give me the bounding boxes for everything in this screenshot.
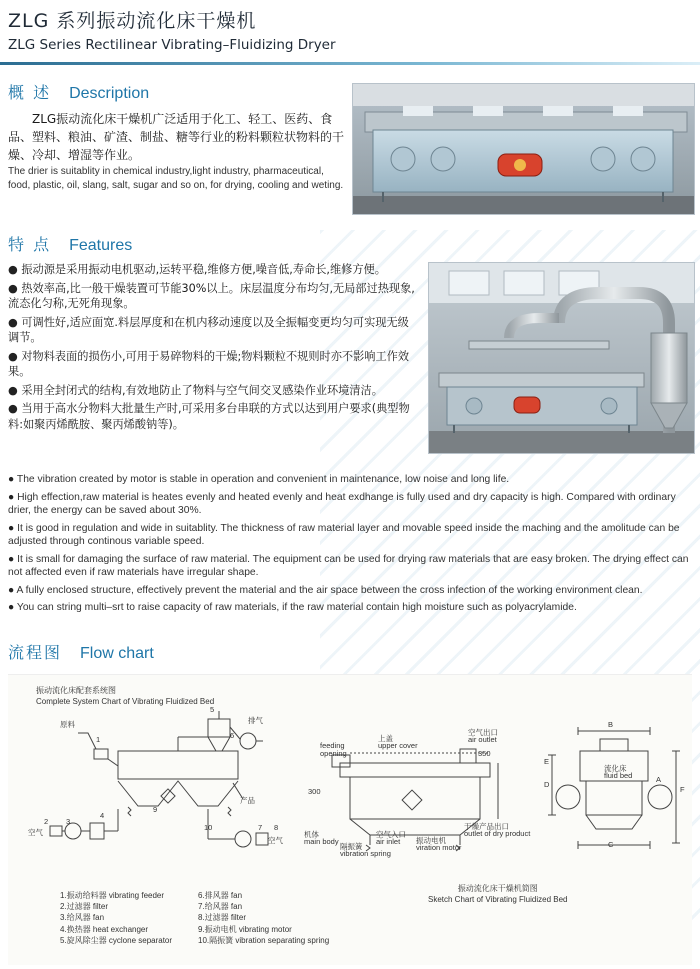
label-spring-en: vibration spring — [340, 849, 391, 858]
legend-item: 1.振动给料器 vibrating feeder — [60, 891, 165, 900]
sketch-diagram — [310, 745, 510, 855]
legend-item: 4.换热器 heat exchanger — [60, 924, 149, 934]
label-dim-350: 350 — [478, 749, 491, 758]
label-spring-cn: 隔振簧 — [340, 842, 363, 851]
label-number-9: 9 — [153, 805, 158, 814]
legend-item: 7.给风器 fan — [198, 902, 243, 912]
page-title-cn: ZLG 系列振动流化床干燥机 — [8, 10, 257, 32]
label-air-outlet-cn: 空气出口 — [468, 728, 498, 737]
description-text-cn: ZLG振动流化床干燥机广泛适用于化工、轻工、医药、食品、塑料、粮油、矿渣、制盐、糖等行业的粉料颗粒状物料的干燥、冷却、增湿等作业。 — [8, 112, 345, 162]
feature-item-cn: ● 可调性好,适应面宽.料层厚度和在机内移动速度以及全振幅变更均匀可实现无级调节。 — [8, 315, 418, 346]
label-upper-cover-cn: 上盖 — [378, 734, 393, 743]
title-divider — [0, 62, 700, 65]
features-list-en — [8, 473, 694, 619]
label-air-outlet-en: air outlet — [468, 735, 497, 744]
label-number-1: 1 — [96, 735, 101, 744]
label-feeding: feeding — [320, 741, 345, 750]
label-number-6: 6 — [230, 731, 235, 740]
label-dim-c: C — [608, 840, 614, 849]
label-upper-cover-en: upper cover — [378, 741, 418, 750]
feature-item-cn: ● 当用于高水分物料大批量生产时,可采用多台串联的方式以达到用户要求(典型物料:如聚丙烯酰胺、聚丙烯酸钠等)。 — [8, 401, 418, 432]
feature-item-cn: ● 对物料表面的损伤小,可用于易碎物料的干燥;物料颗粒不规则时亦不影响工作效果。 — [8, 349, 418, 380]
dryer-photo — [352, 83, 695, 215]
label-dim-d: D — [544, 780, 550, 789]
features-heading-cn: 特 点 — [8, 235, 52, 254]
label-main-body-cn: 机体 — [304, 830, 319, 839]
label-motor-en: viration motor — [416, 843, 462, 852]
feature-item-en: ● A fully enclosed structure, effectively prevent the material and the air space between the cross infection of the working environment clean. — [8, 584, 694, 598]
label-dim-a: A — [656, 775, 662, 784]
features-list-cn — [8, 262, 418, 435]
system-chart-title-en: Complete System Chart of Vibrating Fluidized Bed — [36, 697, 215, 706]
legend-item: 6.排风器 fan — [198, 891, 243, 900]
system-chart-title-cn: 振动流化床配套系统图 — [36, 686, 116, 695]
label-feeding-opening: opening — [320, 749, 347, 758]
label-air-inlet-cn: 空气入口 — [376, 830, 406, 839]
description-text-en: The drier is suitablity in chemical industry,light industry, pharmaceutical, food, plastic, oil, slang, salt, sugar and so on, for drying, cooling and weting. — [8, 166, 344, 191]
legend-item: 5.旋风除尘器 cyclone separator — [60, 935, 173, 945]
legend-item: 10.隔振簧 vibration separating spring — [198, 935, 330, 945]
label-outlet-cn: 干燥产品出口 — [464, 822, 509, 831]
system-diagram — [28, 711, 308, 861]
description-heading-en: Description — [69, 85, 150, 102]
sketch-chart-title — [428, 883, 567, 905]
label-fluid-bed-en: fluid bed — [604, 771, 633, 780]
legend-right — [198, 890, 329, 946]
description-heading — [8, 80, 149, 103]
features-heading-en: Features — [69, 237, 133, 254]
feature-item-en: ● You can string multi–srt to raise capacity of raw materials, if the raw material contain high moisture such as polyacrylamide. — [8, 601, 694, 615]
dryer-system-photo — [428, 262, 695, 454]
legend-item: 9.振动电机 vibrating motor — [198, 924, 292, 934]
legend-left — [60, 890, 172, 946]
label-air-left: 空气 — [28, 828, 43, 837]
flow-chart — [8, 674, 692, 965]
label-outlet-en: outlet of dry product — [464, 829, 531, 838]
feature-item-cn: ● 采用全封闭式的结构,有效地防止了物料与空气间交叉感染作业环境清洁。 — [8, 383, 418, 399]
page-title-en: ZLG Series Rectilinear Vibrating–Fluidizing Dryer — [8, 37, 336, 53]
feature-item-en: ● It is good in regulation and wide in suitablity. The thickness of raw material layer and movable speed inside the maching and the amolitude can be adjusted through continous variable speed. — [8, 522, 694, 549]
flow-heading — [8, 640, 154, 663]
feature-item-en: ● High effection,raw material is heates evenly and heated evenly and heat exdhange is fully used and dry capacity is high. Compared with ordinary drier, the energy can be saved about 30%. — [8, 491, 694, 518]
feature-item-cn: ● 热效率高,比一般干燥装置可节能30%以上。床层温度分布均匀,无局部过热现象,流态化匀称,无死角现象。 — [8, 281, 418, 312]
label-number-5: 5 — [210, 705, 215, 714]
feature-item-cn: ● 振动源是采用振动电机驱动,运转平稳,维修方便,噪音低,寿命长,维修方便。 — [8, 262, 418, 278]
label-number-4: 4 — [100, 811, 105, 820]
feature-item-en: ● The vibration created by motor is stable in operation and convenient in maintenance, low noise and long life. — [8, 473, 694, 487]
label-fluid-bed-cn: 流化床 — [604, 764, 627, 773]
label-product: 产品 — [240, 796, 255, 805]
features-heading — [8, 232, 132, 255]
label-dim-300: 300 — [308, 787, 321, 796]
flow-heading-cn: 流程图 — [8, 643, 63, 662]
label-dim-b: B — [608, 720, 614, 729]
label-number-8: 8 — [274, 823, 279, 832]
label-dim-f: F — [680, 785, 685, 794]
label-main-body-en: main body — [304, 837, 339, 846]
label-number-10: 10 — [204, 823, 213, 832]
legend-item: 3.给风器 fan — [60, 913, 105, 923]
label-number-7: 7 — [258, 823, 263, 832]
label-air-inlet-en: air inlet — [376, 837, 401, 846]
legend-item: 2.过滤器 filter — [60, 902, 109, 912]
sketch-chart-title-cn: 振动流化床干燥机简图 — [457, 884, 538, 893]
label-dim-e: E — [544, 757, 550, 766]
label-motor-cn: 振动电机 — [416, 836, 446, 845]
label-number-3: 3 — [66, 817, 71, 826]
flow-heading-en: Flow chart — [80, 645, 154, 662]
feature-item-en: ● It is small for damaging the surface of raw material. The equipment can be used for drying raw materials that are easy broken. The drying effect can not affected even if raw materials have irregular shape. — [8, 553, 694, 580]
description-heading-cn: 概 述 — [8, 83, 52, 102]
label-air-right: 空气 — [268, 836, 283, 845]
label-number-2: 2 — [44, 817, 49, 826]
label-raw-material: 原料 — [60, 720, 75, 729]
legend-item: 8.过滤器 filter — [198, 913, 247, 923]
sketch-chart-title-en: Sketch Chart of Vibrating Fluidized Bed — [428, 895, 568, 905]
label-exhaust: 排气 — [248, 716, 263, 725]
